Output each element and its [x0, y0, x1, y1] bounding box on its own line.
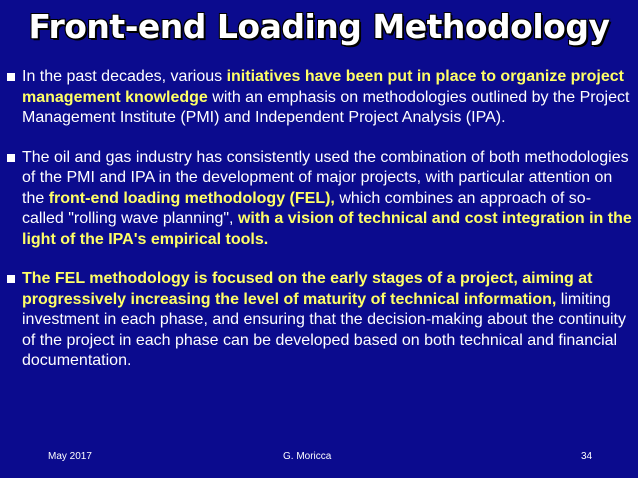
bullet-highlight-segment: with a vision of technical and cost integration in the light of the IPA's empirical tools.	[22, 210, 632, 248]
bullet-item	[6, 269, 632, 372]
bullet-text-segment: In the past decades, various	[22, 68, 227, 85]
square-bullet-icon	[7, 154, 15, 162]
bullet-item	[6, 148, 632, 251]
bullet-item	[6, 67, 632, 129]
footer-page-number: 34	[581, 451, 593, 462]
footer-author: G. Moricca	[283, 451, 332, 462]
bullet-highlight-segment: front-end loading methodology (FEL),	[48, 189, 335, 207]
bullet-list	[6, 67, 632, 372]
bullet-highlight-segment: initiatives have been put in place to organize project management knowledge	[22, 68, 624, 106]
footer-date: May 2017	[48, 451, 92, 462]
bullet-text-segment: with an emphasis on methodologies outlined by the Project Management Institute (PMI) and Independent Project Analysis (IPA).	[22, 88, 630, 126]
bullet-text-segment: which combines an approach of so-called "rolling wave planning",	[22, 189, 592, 227]
square-bullet-icon	[7, 73, 15, 81]
bullet-text-segment: limiting investment in each phase, and ensuring that the decision-making about the continuity of the project in each phase can be developed based on both technical and financial documentation.	[22, 290, 626, 369]
bullet-text-segment: The oil and gas industry has consistently used the combination of both methodologies of the PMI and IPA in the development of major projects, with particular attention on the	[22, 148, 629, 207]
slide-title: Front-end Loading Methodology	[28, 7, 610, 46]
bullet-highlight-segment: The FEL methodology is focused on the early stages of a project, aiming at progressively increasing the level of maturity of technical information,	[22, 270, 593, 308]
square-bullet-icon	[7, 275, 15, 283]
